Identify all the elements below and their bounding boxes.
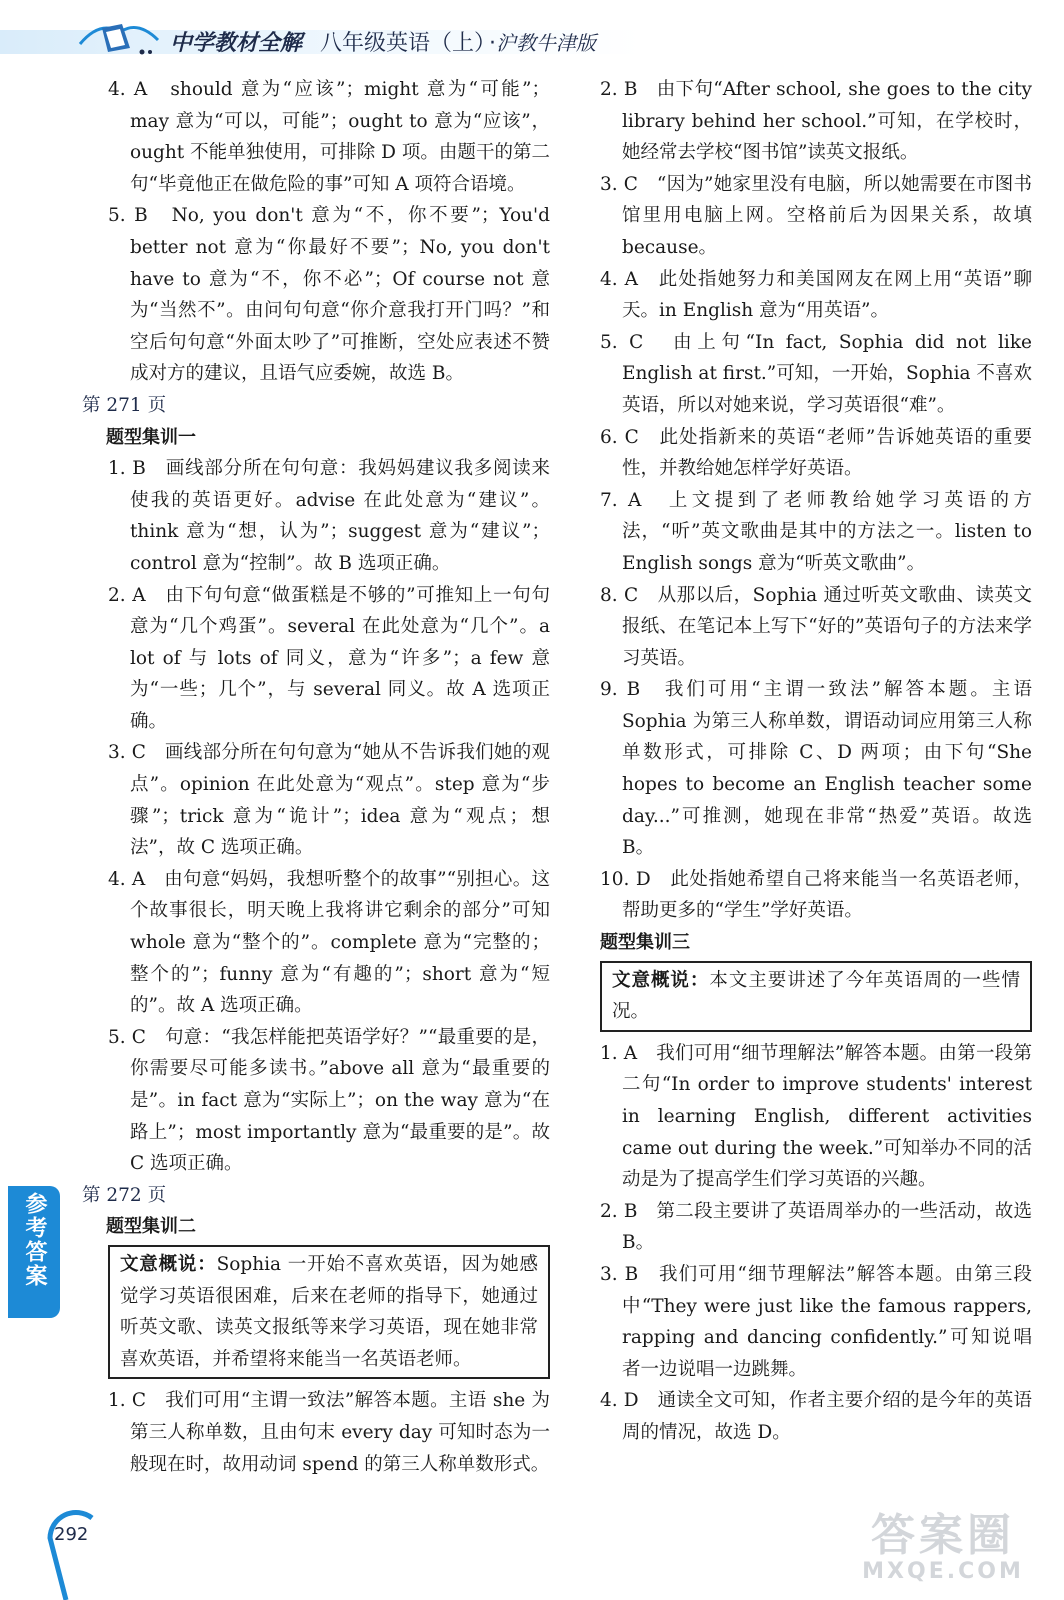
left-column — [82, 74, 550, 1480]
watermark — [848, 1512, 1038, 1588]
section-3-summary-box — [600, 961, 1032, 1032]
answer-item: 4. A 此处指她努力和美国网友在网上用“英语”聊天。in English 意为“用英语”。 — [600, 268, 1032, 322]
answer-item: 2. A 由下句句意“做蛋糕是不够的”可推知上一句句意为“几个鸡蛋”。several 在此处意为“几个”。a lot of 与 lots of 同义，意为“许多”；a few 意为“一些；几个”，与 several 同义。故 A 选项正确。 — [108, 584, 550, 732]
edition: 沪教牛津版 — [496, 31, 597, 55]
section-1-title: 题型集训一 — [106, 426, 196, 448]
answer-item: 3. C “因为”她家里没有电脑，所以她需要在市图书馆里用电脑上网。空格前后为因果关系，故填 because。 — [600, 173, 1032, 258]
section-3-title: 题型集训三 — [600, 932, 690, 954]
section-2-title: 题型集训二 — [106, 1216, 196, 1238]
summary-text: 本文主要讲述了今年英语周的一些情况。 — [612, 969, 1020, 1023]
page-272-label: 第 272 页 — [82, 1184, 167, 1206]
header-separator: · — [489, 31, 497, 56]
answer-item: 5. C 由上句“In fact, Sophia did not like English at first.”可知，一开始，Sophia 不喜欢英语，所以对她来说，学习英语很“难”。 — [600, 331, 1032, 416]
watermark-logo-text: 答案圈 — [871, 1510, 1015, 1561]
page-number-text: 292 — [54, 1524, 89, 1545]
answer-item: 5. C 句意：“我怎样能把英语学好？”“最重要的是，你需要尽可能多读书。”above all 意为“最重要的是”。in fact 意为“实际上”；on the way 意为“在路上”；most importantly 意为“最重要的是”。故 C 选项正确。 — [108, 1026, 550, 1175]
summary-label: 文意概说： — [120, 1253, 217, 1275]
right-column — [600, 74, 1032, 1449]
answer-item: 4. A 由句意“妈妈，我想听整个的故事”“别担心。这个故事很长，明天晚上我将讲它剩余的部分”可知 whole 意为“整个的”。complete 意为“完整的；整个的”；funny 意为“有趣的”；short 意为“短的”。故 A 选项正确。 — [108, 868, 550, 1017]
answer-item: 8. C 从那以后，Sophia 通过听英文歌曲、读英文报纸、在笔记本上写下“好的”英语句子的方法来学习英语。 — [600, 584, 1032, 669]
answer-item: 4. A should 意为“应该”；might 意为“可能”；may 意为“可以，可能”；ought to 意为“应该”，ought 不能单独使用，可排除 D 项。由题干的第二句“毕竟他正在做危险的事”可知 A 项符合语境。 — [108, 79, 550, 195]
book-logo-icon — [72, 14, 162, 58]
answer-item: 4. D 通读全文可知，作者主要介绍的是今年的英语周的情况，故选 D。 — [600, 1390, 1032, 1443]
summary-text: Sophia 一开始不喜欢英语，因为她感觉学习英语很困难，后来在老师的指导下，她通过听英文歌、读英文报纸等来学习英语，现在她非常喜欢英语，并希望将来能当一名英语老师。 — [120, 1253, 538, 1370]
answer-item: 3. C 画线部分所在句句意为“她从不告诉我们她的观点”。opinion 在此处意为“观点”。step 意为“步骤”；trick 意为“诡计”；idea 意为“观点；想法”，故 C 选项正确。 — [108, 742, 550, 859]
answer-item: 2. B 由下句“After school, she goes to the city library behind her school.”可知，在学校时，她经常去学校“图书馆”读英文报纸。 — [600, 79, 1032, 164]
summary-label: 文意概说： — [612, 969, 710, 991]
header-title — [170, 26, 596, 57]
answer-item: 7. A 上文提到了老师教给她学习英语的方法，“听”英文歌曲是其中的方法之一。listen to English songs 意为“听英文歌曲”。 — [600, 489, 1032, 574]
page-271-label: 第 271 页 — [82, 394, 167, 416]
section-2-summary-box — [108, 1245, 550, 1379]
watermark-url: MXQE.COM — [862, 1559, 1024, 1584]
answer-item: 9. B 我们可用“主谓一致法”解答本题。主语 Sophia 为第三人称单数，谓语动词应用第三人称单数形式，可排除 C、D 两项；由下句“She hopes to become an English teacher some day...”可推测，她现在非常“热爱”英语。故选 B。 — [600, 679, 1032, 859]
answer-item: 1. A 我们可用“细节理解法”解答本题。由第一段第二句“In order to improve students' interest in learning English, different activities came out during the week.”可知举办不同的活动是为了提高学生们学习英语的兴趣。 — [600, 1042, 1032, 1191]
page-number — [48, 1518, 92, 1562]
book-title: 中学教材全解 — [170, 31, 303, 56]
answer-item: 1. C 我们可用“主谓一致法”解答本题。主语 she 为第三人称单数，且由句末 every day 可知时态为一般现在时，故用动词 spend 的第三人称单数形式。 — [108, 1390, 550, 1475]
page-header — [0, 0, 1064, 64]
answer-item: 10. D 此处指她希望自己将来能当一名英语老师，帮助更多的“学生”学好英语。 — [600, 868, 1032, 922]
answer-item: 1. B 画线部分所在句句意：我妈妈建议我多阅读来使我的英语更好。advise 在此处意为“建议”。think 意为“想，认为”；suggest 意为“建议”；control 意为“控制”。故 B 选项正确。 — [108, 458, 550, 574]
grade-subject: 八年级英语（上） — [320, 31, 486, 56]
answer-item: 6. C 此处指新来的英语“老师”告诉她英语的重要性，并教给她怎样学好英语。 — [600, 426, 1032, 480]
side-tab-label: 参考答案 — [22, 1192, 47, 1288]
answer-item: 5. B No, you don't 意为“不，你不要”；You'd better not 意为“你最好不要”；No, you don't have to 意为“不，你不必”；Of course not 意为“当然不”。由问句句意“你介意我打开门吗？”和空后句句意“外面太吵了”可推断，空处应表述不赞成对方的建议，且语气应委婉，故选 B。 — [108, 205, 550, 385]
answer-item: 3. B 我们可用“细节理解法”解答本题。由第三段中“They were just like the famous rappers, rapping and dancing confidently.”可知说唱者一边说唱一边跳舞。 — [600, 1263, 1032, 1380]
answer-item: 2. B 第二段主要讲了英语周举办的一些活动，故选 B。 — [600, 1200, 1032, 1254]
